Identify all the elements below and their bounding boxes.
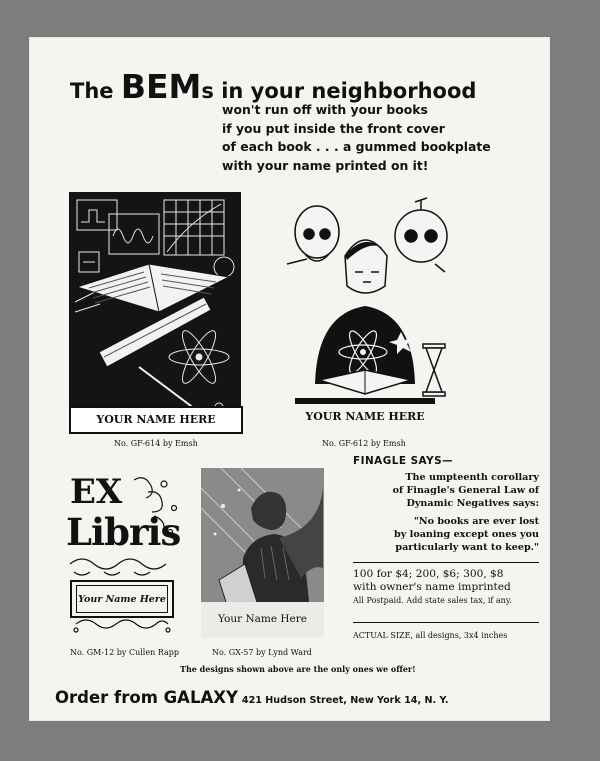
subtext-line: with your name printed on it! bbox=[222, 157, 429, 173]
caption-gf-614: No. GF-614 by Emsh bbox=[114, 439, 198, 448]
pricing-block bbox=[353, 568, 539, 607]
designs-footnote: The designs shown above are the only ones we offer! bbox=[180, 664, 416, 674]
actual-size-note: ACTUAL SIZE, all designs, 3x4 inches bbox=[353, 631, 508, 640]
finagle-body: The umpteenth corollary of Finagle's General Law of Dynamic Negatives says: bbox=[392, 472, 539, 509]
ex-text: EX bbox=[70, 472, 123, 512]
caption-gf-612: No. GF-612 by Emsh bbox=[322, 439, 406, 448]
reader-with-aliens-art bbox=[275, 194, 453, 424]
finagle-quote: "No books are ever lost by loaning except ones you particularly want to keep." bbox=[394, 516, 539, 553]
subtext-line: won't run off with your books bbox=[222, 102, 428, 117]
caption-gm-12: No. GM-12 by Cullen Rapp bbox=[70, 648, 179, 657]
bookplate-gx-57-illustration bbox=[201, 468, 324, 638]
subtext-line: of each book . . . a gummed bookplate bbox=[222, 139, 491, 154]
divider-top bbox=[353, 562, 539, 563]
order-address: 421 Hudson Street, New York 14, N. Y. bbox=[241, 695, 449, 706]
headline bbox=[70, 67, 491, 173]
bookplate-gx-57-name-box: Your Name Here bbox=[217, 613, 308, 625]
price-note: All Postpaid. Add state sales tax, if any. bbox=[353, 596, 512, 605]
bookplate-gm-12-ex-libris bbox=[64, 472, 180, 642]
headline-title: The BEMs in your neighborhood bbox=[70, 67, 477, 106]
finagle-title: FINAGLE SAYS— bbox=[353, 455, 453, 467]
bookplate-gf-614-illustration bbox=[69, 192, 241, 434]
open-book-slide-rule-art bbox=[69, 192, 241, 434]
divider-bottom bbox=[353, 622, 539, 623]
bookplate-gf-612-name-box: YOUR NAME HERE bbox=[305, 410, 425, 423]
caption-gx-57: No. GX-57 by Lynd Ward bbox=[212, 648, 312, 657]
bookplate-gf-614-name-box: YOUR NAME HERE bbox=[69, 406, 243, 434]
headline-subtext bbox=[222, 101, 491, 175]
libris-text: Libris bbox=[66, 510, 180, 554]
order-prefix: Order from GALAXY bbox=[55, 688, 238, 707]
order-line bbox=[55, 688, 448, 707]
bookplate-gm-12-name-box: Your Name Here bbox=[70, 580, 174, 618]
price-line: 100 for $4; 200, $6; 300, $8 bbox=[353, 568, 504, 580]
subtext-line: if you put inside the front cover bbox=[222, 120, 445, 136]
bem-word: BEM bbox=[120, 67, 202, 106]
price-line: with owner's name imprinted bbox=[353, 581, 511, 593]
back-cover-page bbox=[30, 38, 549, 720]
bookplate-gf-612-illustration bbox=[275, 194, 453, 424]
